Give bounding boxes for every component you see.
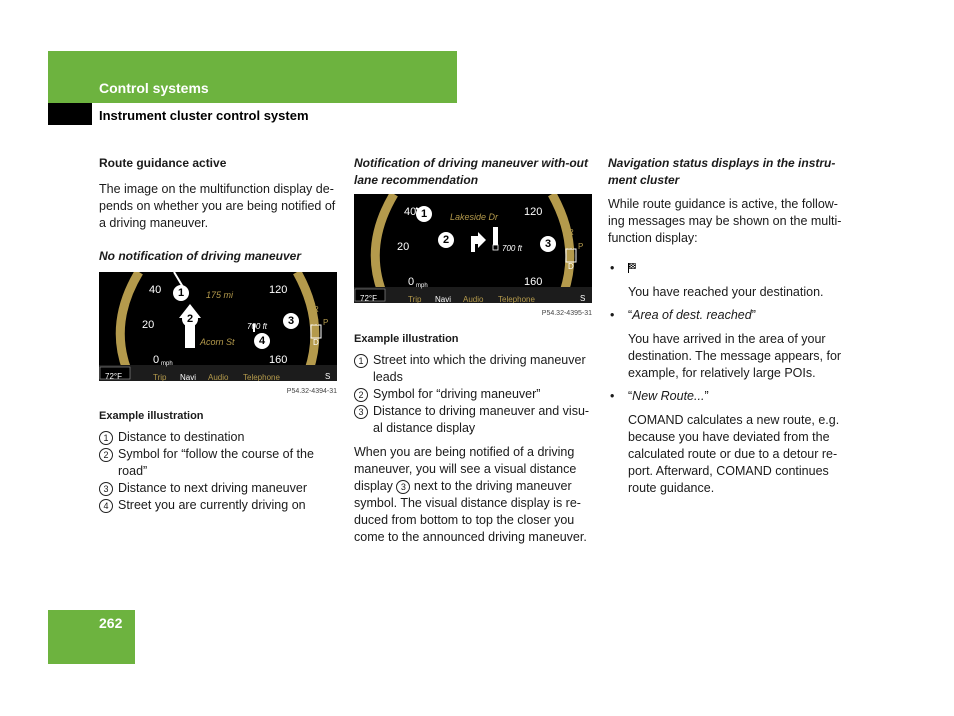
current-street: Acorn St [200,337,235,347]
gauge-label-20: 20 [142,319,155,331]
legend-item: 1 Street into which the driving maneuver leads [354,352,594,386]
body-paragraph: When you are being notified of a driving maneuver, you will see a visual distance display 3 next to the driving maneuver symbol. The visual distance display is re-duced from bottom to top the closer you come to the announced driving maneuver. [354,445,587,544]
gear-r: R [313,305,319,314]
gauge-label-40: 40 [404,206,417,218]
callout-1: 1 [173,285,189,301]
gear-p: P [578,242,584,251]
heading-status-displays: Navigation status displays in the instru-ment cluster [608,156,836,187]
status-message-list [608,260,850,497]
s-indicator: S [580,294,586,303]
gauge-label-0: 0 [408,276,415,288]
legend-list [99,429,339,514]
callout-2: 2 [438,232,454,248]
page-number: 262 [99,615,123,631]
column-right [608,155,850,497]
instrument-cluster-image-2 [354,194,592,303]
distance-to-destination: 175 mi [206,290,234,300]
gauge-label-0: 0 [153,354,160,366]
outside-temp: 72°F [360,294,377,303]
menu-trip: Trip [153,373,167,381]
instrument-cluster-image-1 [99,272,337,381]
caption: Example illustration [354,333,459,345]
callout-3: 3 [540,236,556,252]
image-code: P54.32-4394-31 [286,388,337,395]
gauge-label-120: 120 [269,284,288,296]
header-tab-marker [48,103,92,125]
gear-d: D [568,262,574,271]
section-title: Control systems [99,80,209,96]
callout-2: 2 [182,311,198,327]
menu-audio: Audio [463,295,484,303]
menu-telephone: Telephone [498,295,535,303]
intro-paragraph: The image on the multifunction display de-pends on whether you are being notified of a driving maneuver. [99,182,336,230]
menu-navi: Navi [180,373,197,381]
gear-n: N [313,318,319,327]
menu-telephone: Telephone [243,373,280,381]
callout-1: 1 [416,206,432,222]
gear-r: R [568,228,574,237]
status-item: • “New Route...” COMAND calculates a new route, e.g. because you have deviated from the calculated route or due to a detour re-port. Afterward, COMAND continues route guidance. [608,388,850,497]
gauge-label-160: 160 [524,276,543,288]
legend-item: 1 Distance to destination [99,429,339,446]
legend-item: 2 Symbol for “driving maneuver” [354,386,594,403]
status-label: New Route... [632,389,705,403]
column-middle [354,155,594,546]
column-left [99,155,339,514]
legend-item: 2 Symbol for “follow the course of the road” [99,446,339,480]
gear-d: D [313,338,319,347]
heading-route-guidance: Route guidance active [99,156,227,170]
intro-paragraph: While route guidance is active, the follow-ing messages may be shown on the multi-function display: [608,197,842,245]
gear-p: P [323,318,329,327]
status-description: • You have reached your destination. [628,285,824,299]
inline-callout: 3 [396,480,410,494]
heading-maneuver-notification: Notification of driving maneuver with-out lane recommendation [354,156,588,187]
callout-4: 4 [254,333,270,349]
speed-unit: mph [416,283,428,289]
status-label: Area of dest. reached [632,308,752,322]
status-description: You have arrived in the area of your destination. The message appears, for example, for relatively large POIs. [628,332,842,380]
outside-temp: 72°F [105,372,122,381]
legend-item: 3 Distance to driving maneuver and visu-al distance display [354,403,594,437]
image-code: P54.32-4395-31 [541,310,592,317]
gauge-label-40: 40 [149,284,162,296]
menu-audio: Audio [208,373,229,381]
distance-next-maneuver: 700 ft [502,244,523,253]
checkered-flag-icon [628,263,636,273]
status-item: • “Area of dest. reached” You have arrived in the area of your destination. The message appears, for example, for relatively large POIs. [608,307,850,382]
menu-navi: Navi [435,295,452,303]
gauge-label-120: 120 [524,206,543,218]
legend-item: 4 Street you are currently driving on [99,497,339,514]
distance-next-maneuver: 700 ft [247,322,268,331]
subheading-no-notification: No notification of driving maneuver [99,249,302,263]
legend-list [354,352,594,437]
legend-item: 3 Distance to next driving maneuver [99,480,339,497]
callout-3: 3 [283,313,299,329]
menu-trip: Trip [408,295,422,303]
speed-unit: mph [161,361,173,367]
caption: Example illustration [99,410,204,422]
gauge-label-160: 160 [269,354,288,366]
next-street: Lakeside Dr [450,212,499,222]
gear-n: N [568,242,574,251]
section-subtitle: Instrument cluster control system [99,108,309,123]
s-indicator: S [325,372,331,381]
status-item [608,260,850,301]
status-description: COMAND calculates a new route, e.g. because you have deviated from the calculated route or due to a detour re-port. Afterward, COMAND continues route guidance. [628,413,840,495]
gauge-label-20: 20 [397,241,410,253]
